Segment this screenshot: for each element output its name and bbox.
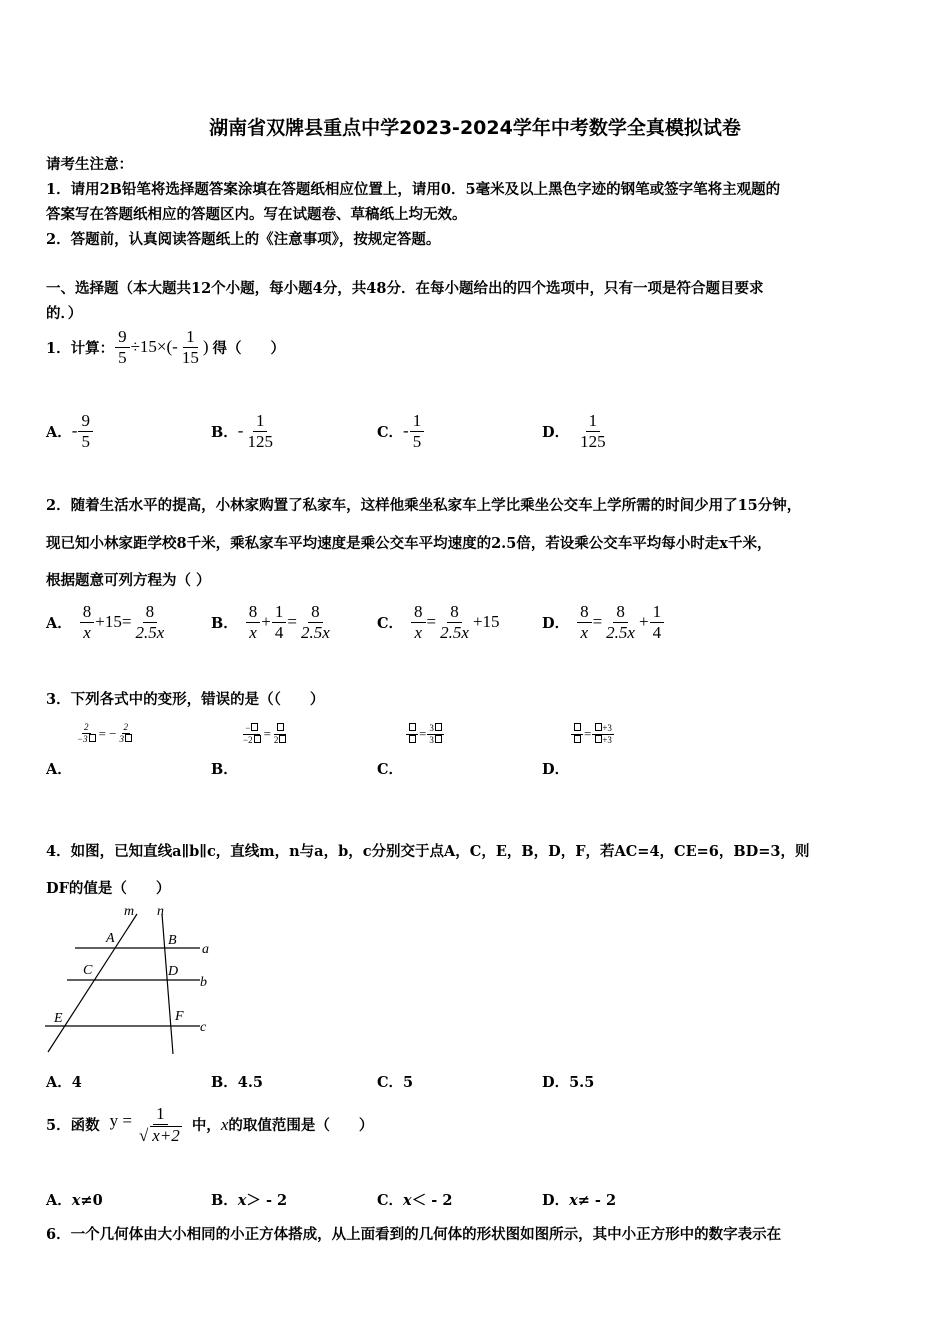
q3-option-c[interactable]: C．: [377, 761, 404, 778]
q2-option-b[interactable]: B． $\frac{8}{x}$ + $\frac{1}{4}$ = $\frac{8}{2.5x}$: [211, 602, 330, 642]
q3-formula-c: = $\frac{3}{3}$: [405, 723, 445, 746]
q1-prefix: 1．计算：: [46, 339, 115, 357]
question-1: [46, 328, 285, 367]
q4-line-2: DF的值是（ ）: [46, 880, 171, 897]
q5-option-a[interactable]: A．x≠0: [46, 1192, 103, 1209]
q1-fraction-1: $\frac{9}{5}$: [115, 328, 130, 367]
q1-fraction-2: $\frac{1}{15}$: [181, 327, 199, 367]
label-F: F: [175, 1009, 184, 1024]
notice-line-2: 答案写在答题纸相应的答题区内。写在试题卷、草稿纸上均无效。: [46, 206, 467, 223]
q3-text: 3．下列各式中的变形，错误的是（（ ）: [46, 691, 325, 708]
label-c: c: [200, 1020, 207, 1035]
q2-option-d[interactable]: D． $\frac{8}{x}$ = $\frac{8}{2.5x}$ + $\frac{1}{4}$: [542, 603, 665, 642]
q6-line-1: 6．一个几何体由大小相同的小正方体搭成，从上面看到的几何体的形状图如图所示，其中小正方形中的数字表示在: [46, 1226, 782, 1243]
q2-line-2: 现已知小林家距学校8千米，乘私家车平均速度是乘公交车平均速度的2.5倍，若设乘公交车平均每小时走x千米，: [46, 535, 772, 552]
notice-line-3: 2．答题前，认真阅读答题纸上的《注意事项》，按规定答题。: [46, 231, 441, 248]
label-B: B: [168, 933, 177, 948]
label-n: n: [157, 904, 164, 919]
q3-formula-d: = $\frac{+3}{+3}$: [570, 723, 615, 746]
q4-option-c[interactable]: C．5: [377, 1074, 414, 1091]
label-C: C: [83, 963, 93, 978]
q5-option-d[interactable]: D．x≠ - 2: [542, 1192, 617, 1209]
label-a: a: [202, 942, 209, 957]
q4-figure: [40, 900, 230, 1060]
q2-line-3: 根据题意可列方程为（ ）: [46, 572, 211, 589]
q1-option-d[interactable]: D． $\frac{1}{125}$: [542, 411, 606, 451]
q4-option-d[interactable]: D．5.5: [542, 1074, 595, 1091]
page-title: 湖南省双牌县重点中学2023-2024学年中考数学全真模拟试卷: [209, 117, 741, 139]
q4-option-a[interactable]: A．4: [46, 1074, 82, 1091]
q3-formula-a: $\frac{2}{-3}$ = − $\frac{2}{3}$: [74, 723, 135, 745]
q1-close-paren: ): [202, 337, 209, 357]
label-m: m: [124, 904, 135, 919]
q2-line-1: 2．随着生活水平的提高，小林家购置了私家车，这样他乘坐私家车上学比乘坐公交车上学所需的时间少用了15分钟，: [46, 497, 802, 514]
label-b: b: [200, 975, 207, 990]
section-header-line-1: 一、选择题（本大题共12个小题，每小题4分，共48分．在每小题给出的四个选项中，只有一项是符合题目要求: [46, 280, 764, 297]
q3-option-d[interactable]: D．: [542, 761, 570, 778]
label-A: A: [106, 931, 115, 946]
label-E: E: [54, 1011, 63, 1026]
notice-line-1: 1．请用2B铅笔将选择题答案涂填在答题纸相应位置上，请用0．5毫米及以上黑色字迹的钢笔或签字笔将主观题的: [46, 181, 781, 198]
q2-option-a[interactable]: A． $\frac{8}{x}$ +15 = $\frac{8}{2.5x}$: [46, 602, 165, 642]
q1-option-a[interactable]: A． - $\frac{9}{5}$: [46, 412, 94, 451]
q1-operator: ÷15×(-: [130, 337, 178, 357]
label-D: D: [168, 964, 179, 979]
q5-option-b[interactable]: B．x＞ - 2: [211, 1192, 288, 1209]
q3-option-b[interactable]: B．: [211, 761, 238, 778]
q1-suffix: 得（ ）: [212, 339, 286, 357]
q4-option-b[interactable]: B．4.5: [211, 1074, 263, 1091]
section-header-line-2: 的．）: [46, 305, 83, 322]
q5-option-c[interactable]: C．x＜ - 2: [377, 1192, 453, 1209]
q2-option-c[interactable]: C． $\frac{8}{x}$ = $\frac{8}{2.5x}$ +15: [377, 602, 500, 642]
q4-line-1: 4．如图，已知直线a∥b∥c，直线m，n与a，b，c分别交于点A，C，E，B，D，F，若AC=4，CE=6，BD=3，则: [46, 843, 810, 860]
q1-option-b[interactable]: B． - $\frac{1}{125}$: [211, 411, 273, 451]
notice-heading: 请考生注意：: [46, 156, 133, 173]
q3-option-a[interactable]: A．: [46, 761, 72, 778]
q1-option-c[interactable]: C． - $\frac{1}{5}$: [377, 412, 425, 451]
question-5: 5．函数 y = $\frac{1}{√ x+2}$ 中， x 的取值范围是（ ）: [46, 1104, 374, 1145]
line-m: [48, 914, 137, 1052]
q3-formula-b: $\frac{-}{-2}$ = 2: [240, 723, 289, 746]
